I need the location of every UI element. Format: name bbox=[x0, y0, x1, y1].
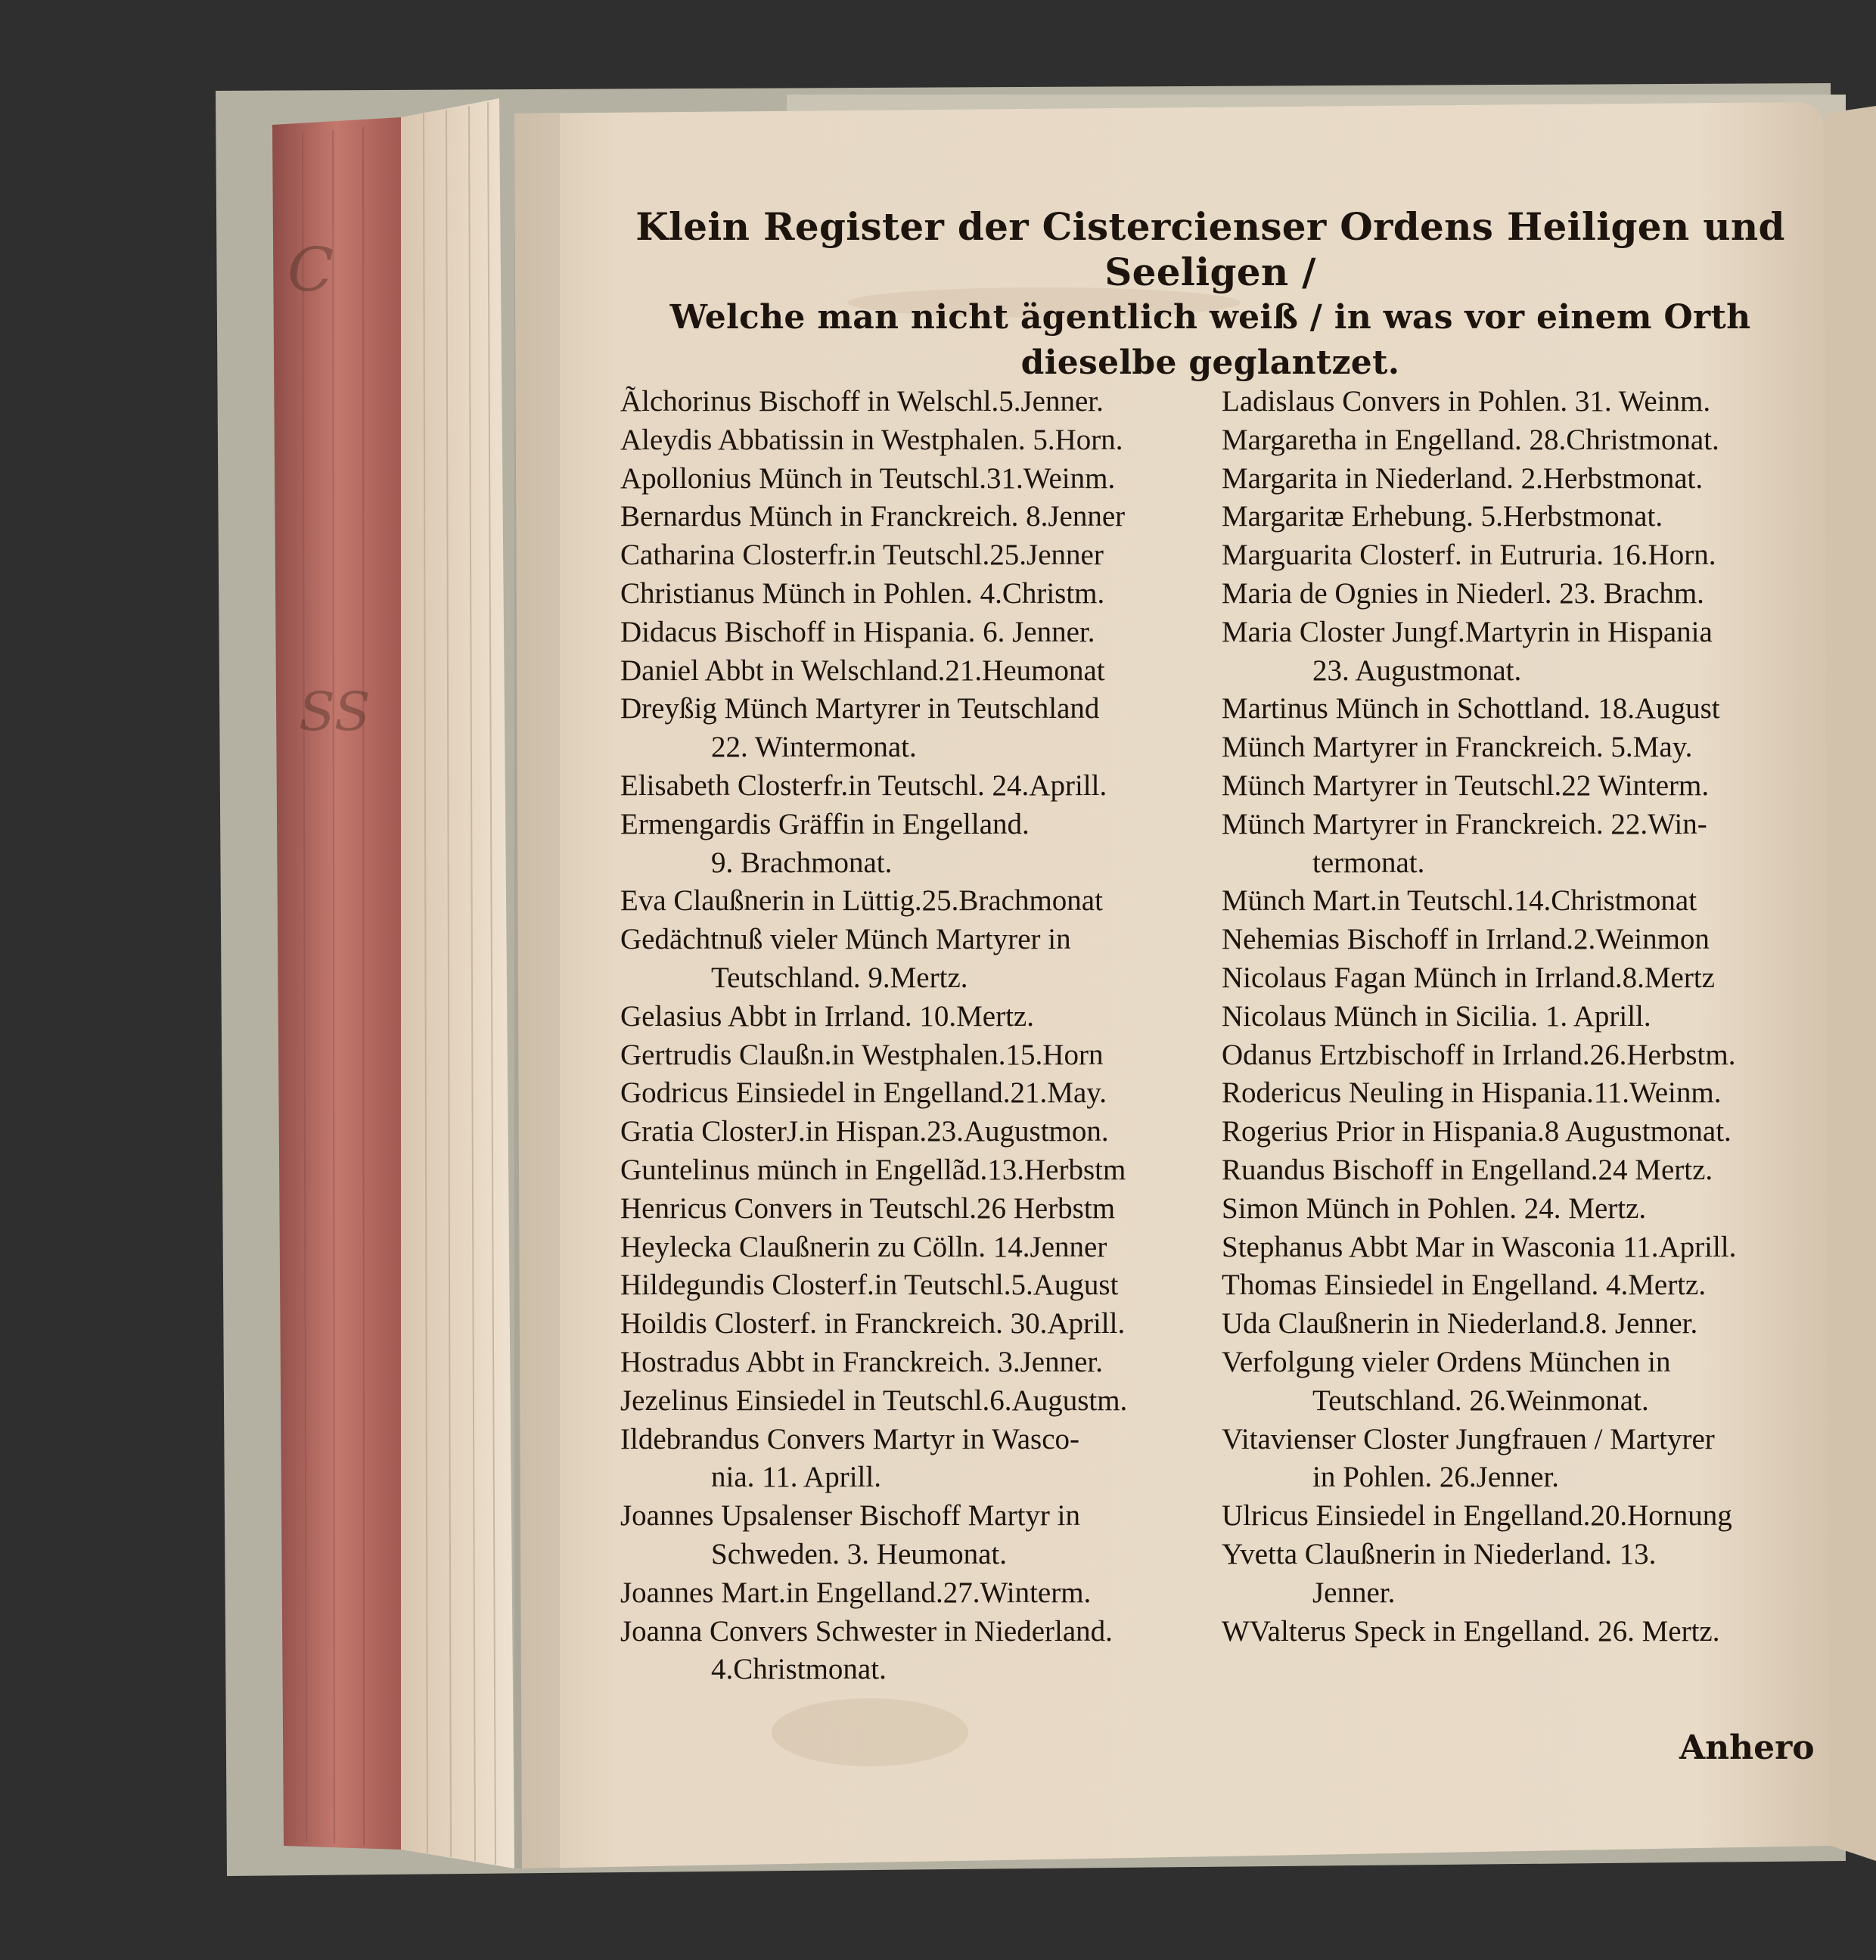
register-entry: Margaretha in Engelland. 28.Christmonat. bbox=[1222, 423, 1719, 456]
register-entry: Ildebrandus Convers Martyr in Wasco- bbox=[620, 1422, 1079, 1455]
register-entry: Elisabeth Closterfr.in Teutschl. 24.Aprill. bbox=[620, 769, 1107, 802]
register-entry-continuation: 4.Christmonat. bbox=[711, 1653, 887, 1686]
register-entry: Ulricus Einsiedel in Engelland.20.Hornung bbox=[1222, 1499, 1732, 1533]
register-entry: Eva Claußnerin in Lüttig.25.Brachmonat bbox=[620, 884, 1103, 918]
register-entry: Guntelinus münch in Engellãd.13.Herbstm bbox=[620, 1153, 1126, 1186]
register-entry-continuation: Jenner. bbox=[1312, 1576, 1396, 1609]
register-entry: Münch Martyrer in Franckreich. 22.Win- bbox=[1222, 807, 1707, 840]
register-entry: Rodericus Neuling in Hispania.11.Weinm. bbox=[1222, 1076, 1722, 1110]
register-entry: WValterus Speck in Engelland. 26. Mertz. bbox=[1222, 1614, 1720, 1648]
register-entry: Joannes Upsalenser Bischoff Martyr in bbox=[620, 1499, 1080, 1533]
register-entry: Margaritæ Erhebung. 5.Herbstmonat. bbox=[1222, 500, 1663, 533]
register-entry: Yvetta Claußnerin in Niederland. 13. bbox=[1222, 1537, 1657, 1570]
title-line-3: dieselbe geglantzet. bbox=[1020, 343, 1400, 382]
register-entry: Hoildis Closterf. in Franckreich. 30.Aprill. bbox=[620, 1307, 1126, 1340]
register-entry: Rogerius Prior in Hispania.8 Augustmonat. bbox=[1222, 1115, 1732, 1148]
title-line-2: Welche man nicht ägentlich weiß / in was vor einem Orth bbox=[669, 298, 1751, 337]
page-title bbox=[620, 204, 1800, 386]
title-line-1: Klein Register der Cistercienser Ordens Heiligen und Seeligen / bbox=[635, 204, 1785, 294]
register-entry-continuation: 9. Brachmonat. bbox=[711, 846, 893, 879]
register-entry: Ãlchorinus Bischoff in Welschl.5.Jenner. bbox=[620, 385, 1104, 418]
left-column bbox=[620, 383, 1218, 1689]
register-entry: Joannes Mart.in Engelland.27.Winterm. bbox=[620, 1576, 1092, 1609]
register-entry: Dreyßig Münch Martyrer in Teutschland bbox=[620, 692, 1100, 725]
register-entry: Stephanus Abbt Mar in Wasconia 11.Aprill. bbox=[1222, 1230, 1737, 1263]
register-entry-continuation: 23. Augustmonat. bbox=[1312, 654, 1522, 687]
register-entry: Münch Mart.in Teutschl.14.Christmonat bbox=[1222, 884, 1697, 918]
register-entry: Christianus Münch in Pohlen. 4.Christm. bbox=[620, 576, 1105, 610]
register-entry-continuation: Teutschland. 9.Mertz. bbox=[711, 961, 968, 994]
register-entry: Münch Martyrer in Franckreich. 5.May. bbox=[1222, 731, 1693, 764]
register-entry-continuation: in Pohlen. 26.Jenner. bbox=[1312, 1461, 1560, 1494]
margin-handwriting-mark: SS bbox=[299, 681, 371, 743]
register-entry: Joanna Convers Schwester in Niederland. bbox=[620, 1614, 1113, 1648]
register-entry: Henricus Convers in Teutschl.26 Herbstm bbox=[620, 1191, 1116, 1225]
register-entry: Daniel Abbt in Welschland.21.Heumonat bbox=[620, 654, 1105, 687]
register-entry: Ladislaus Convers in Pohlen. 31. Weinm. bbox=[1222, 385, 1711, 418]
register-entry: Maria Closter Jungf.Martyrin in Hispania bbox=[1222, 615, 1713, 648]
register-entry: Jezelinus Einsiedel in Teutschl.6.Augustm. bbox=[620, 1384, 1128, 1417]
register-entry: Verfolgung vieler Ordens München in bbox=[1222, 1345, 1671, 1378]
register-entry: Hostradus Abbt in Franckreich. 3.Jenner. bbox=[620, 1345, 1103, 1378]
register-entry: Thomas Einsiedel in Engelland. 4.Mertz. bbox=[1222, 1269, 1707, 1302]
register-entry: Margarita in Niederland. 2.Herbstmonat. bbox=[1222, 461, 1704, 495]
register-entry: Catharina Closterfr.in Teutschl.25.Jenner bbox=[620, 539, 1104, 572]
register-entry: Martinus Münch in Schottland. 18.August bbox=[1222, 692, 1720, 725]
register-entry: Gratia ClosterJ.in Hispan.23.Augustmon. bbox=[620, 1115, 1109, 1148]
register-entry: Nicolaus Fagan Münch in Irrland.8.Mertz bbox=[1222, 961, 1715, 994]
register-entry: Marguarita Closterf. in Eutruria. 16.Horn. bbox=[1222, 539, 1716, 572]
register-entry: Godricus Einsiedel in Engelland.21.May. bbox=[620, 1076, 1107, 1110]
register-entry: Aleydis Abbatissin in Westphalen. 5.Horn. bbox=[620, 423, 1123, 456]
register-entry: Odanus Ertzbischoff in Irrland.26.Herbstm. bbox=[1222, 1038, 1736, 1071]
margin-handwriting-mark: C bbox=[287, 235, 334, 305]
register-entry: Nehemias Bischoff in Irrland.2.Weinmon bbox=[1222, 923, 1710, 956]
register-entry-continuation: nia. 11. Aprill. bbox=[711, 1461, 881, 1494]
register-entry: Gedächtnuß vieler Münch Martyrer in bbox=[620, 923, 1071, 956]
register-entry: Vitavienser Closter Jungfrauen / Martyrer bbox=[1222, 1422, 1715, 1455]
register-entry: Uda Claußnerin in Niederland.8. Jenner. bbox=[1222, 1307, 1698, 1340]
register-entry-continuation: Schweden. 3. Heumonat. bbox=[711, 1537, 1007, 1570]
register-entry: Ruandus Bischoff in Engelland.24 Mertz. bbox=[1222, 1153, 1713, 1186]
register-entry-continuation: Teutschland. 26.Weinmonat. bbox=[1312, 1384, 1649, 1417]
register-entry-continuation: termonat. bbox=[1312, 846, 1425, 879]
register-page bbox=[620, 204, 1800, 1686]
register-entry: Bernardus Münch in Franckreich. 8.Jenner bbox=[620, 500, 1126, 533]
right-column bbox=[1222, 383, 1804, 1651]
register-entry: Apollonius Münch in Teutschl.31.Weinm. bbox=[620, 461, 1116, 495]
catchword: Anhero bbox=[1679, 1729, 1815, 1767]
register-entry: Heylecka Claußnerin zu Cölln. 14.Jenner bbox=[620, 1230, 1107, 1263]
register-entry: Simon Münch in Pohlen. 24. Mertz. bbox=[1222, 1191, 1647, 1225]
register-entry: Gelasius Abbt in Irrland. 10.Mertz. bbox=[620, 999, 1034, 1033]
register-entry: Münch Martyrer in Teutschl.22 Winterm. bbox=[1222, 769, 1710, 802]
register-entry: Nicolaus Münch in Sicilia. 1. Aprill. bbox=[1222, 999, 1651, 1033]
register-entry: Didacus Bischoff in Hispania. 6. Jenner. bbox=[620, 615, 1095, 648]
register-entry: Ermengardis Gräffin in Engelland. bbox=[620, 807, 1030, 840]
register-entry: Gertrudis Claußn.in Westphalen.15.Horn bbox=[620, 1038, 1104, 1071]
register-entry: Maria de Ognies in Niederl. 23. Brachm. bbox=[1222, 576, 1704, 610]
register-entry-continuation: 22. Wintermonat. bbox=[711, 731, 917, 764]
register-entry: Hildegundis Closterf.in Teutschl.5.August bbox=[620, 1269, 1119, 1302]
